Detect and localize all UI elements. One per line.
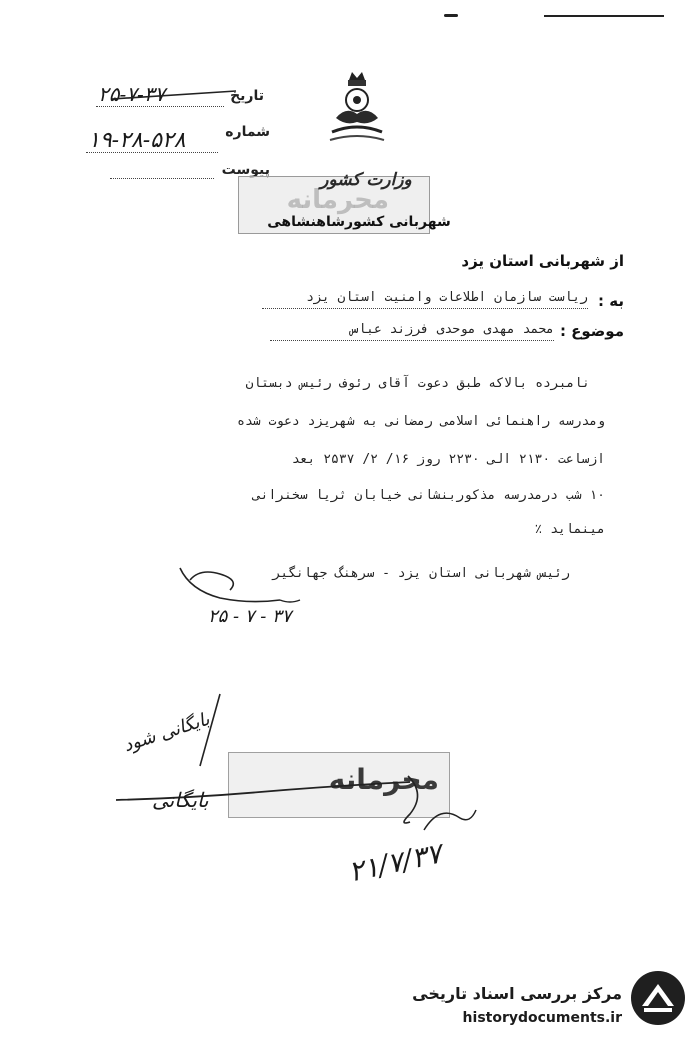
date-label: تاریخ: [230, 88, 264, 104]
initials-mark-icon: [420, 800, 480, 840]
number-label: شماره: [225, 124, 270, 140]
subject-value: محمد مهدی موحدی فرزند عباس: [350, 322, 554, 337]
number-value: ۱۹-۲۸-۵۲۸: [88, 128, 186, 153]
archive-note: بایگانی: [152, 788, 209, 812]
to-value: ریاست سازمان اطلاعات وامنیت استان یزد: [306, 290, 588, 305]
number-dotline: [86, 152, 218, 153]
scan-mark: [444, 14, 458, 17]
archive-logo-icon: [628, 968, 688, 1028]
body-line-2: ومدرسه راهنمائی اسلامی رمضانی به شهریزد دعوت شده: [237, 414, 605, 429]
ministry-title: وزارت کشور: [320, 170, 412, 190]
bottom-date: ۲۱/۷/۳۷: [345, 836, 445, 889]
subject-label: موضوع :: [559, 322, 624, 340]
stamp-ghost-text: محرمانه: [286, 185, 389, 215]
brand-name: مرکز بررسی اسناد تاریخی: [412, 984, 622, 1003]
royal-emblem-icon: [322, 70, 392, 150]
date-strike-icon: [110, 85, 240, 107]
scan-edge-line: [544, 15, 664, 17]
police-hq-title: شهربانی کشورشاهنشاهی: [267, 214, 451, 230]
to-label: به :: [598, 292, 624, 310]
attachment-label: پیوست: [221, 162, 270, 178]
from-line: از شهربانی استان یزد: [461, 252, 624, 270]
subject-dotline: [270, 340, 554, 341]
margin-note: بایگانی شود: [120, 708, 213, 757]
body-line-5: مینماید ٪: [534, 522, 605, 537]
initials-date: ۲۵ - ۷ - ۳۷: [208, 606, 292, 627]
brand-url: historydocuments.ir: [462, 1010, 622, 1026]
body-line-4: ۱۰ شب درمدرسه مذکوربنشانی خیابان ثریا سخنرانی: [252, 488, 605, 503]
attachment-dotline: [110, 178, 214, 179]
to-dotline: [262, 308, 588, 309]
confidential-text: محرمانه: [328, 763, 439, 796]
body-line-1: نامبرده بالاکه طبق دعوت آقای رئوف رئیس دبستان: [245, 376, 590, 391]
signature-line: رئیس شهربانی استان یزد - سرهنگ جهانگیر: [272, 566, 570, 581]
date-value: ۲۵-۷-۳۷: [98, 82, 166, 106]
body-line-3: ازساعت ۲۱۳۰ الی ۲۲۳۰ روز ۱۶/ ۲/ ۲۵۳۷ بعد: [291, 452, 605, 467]
